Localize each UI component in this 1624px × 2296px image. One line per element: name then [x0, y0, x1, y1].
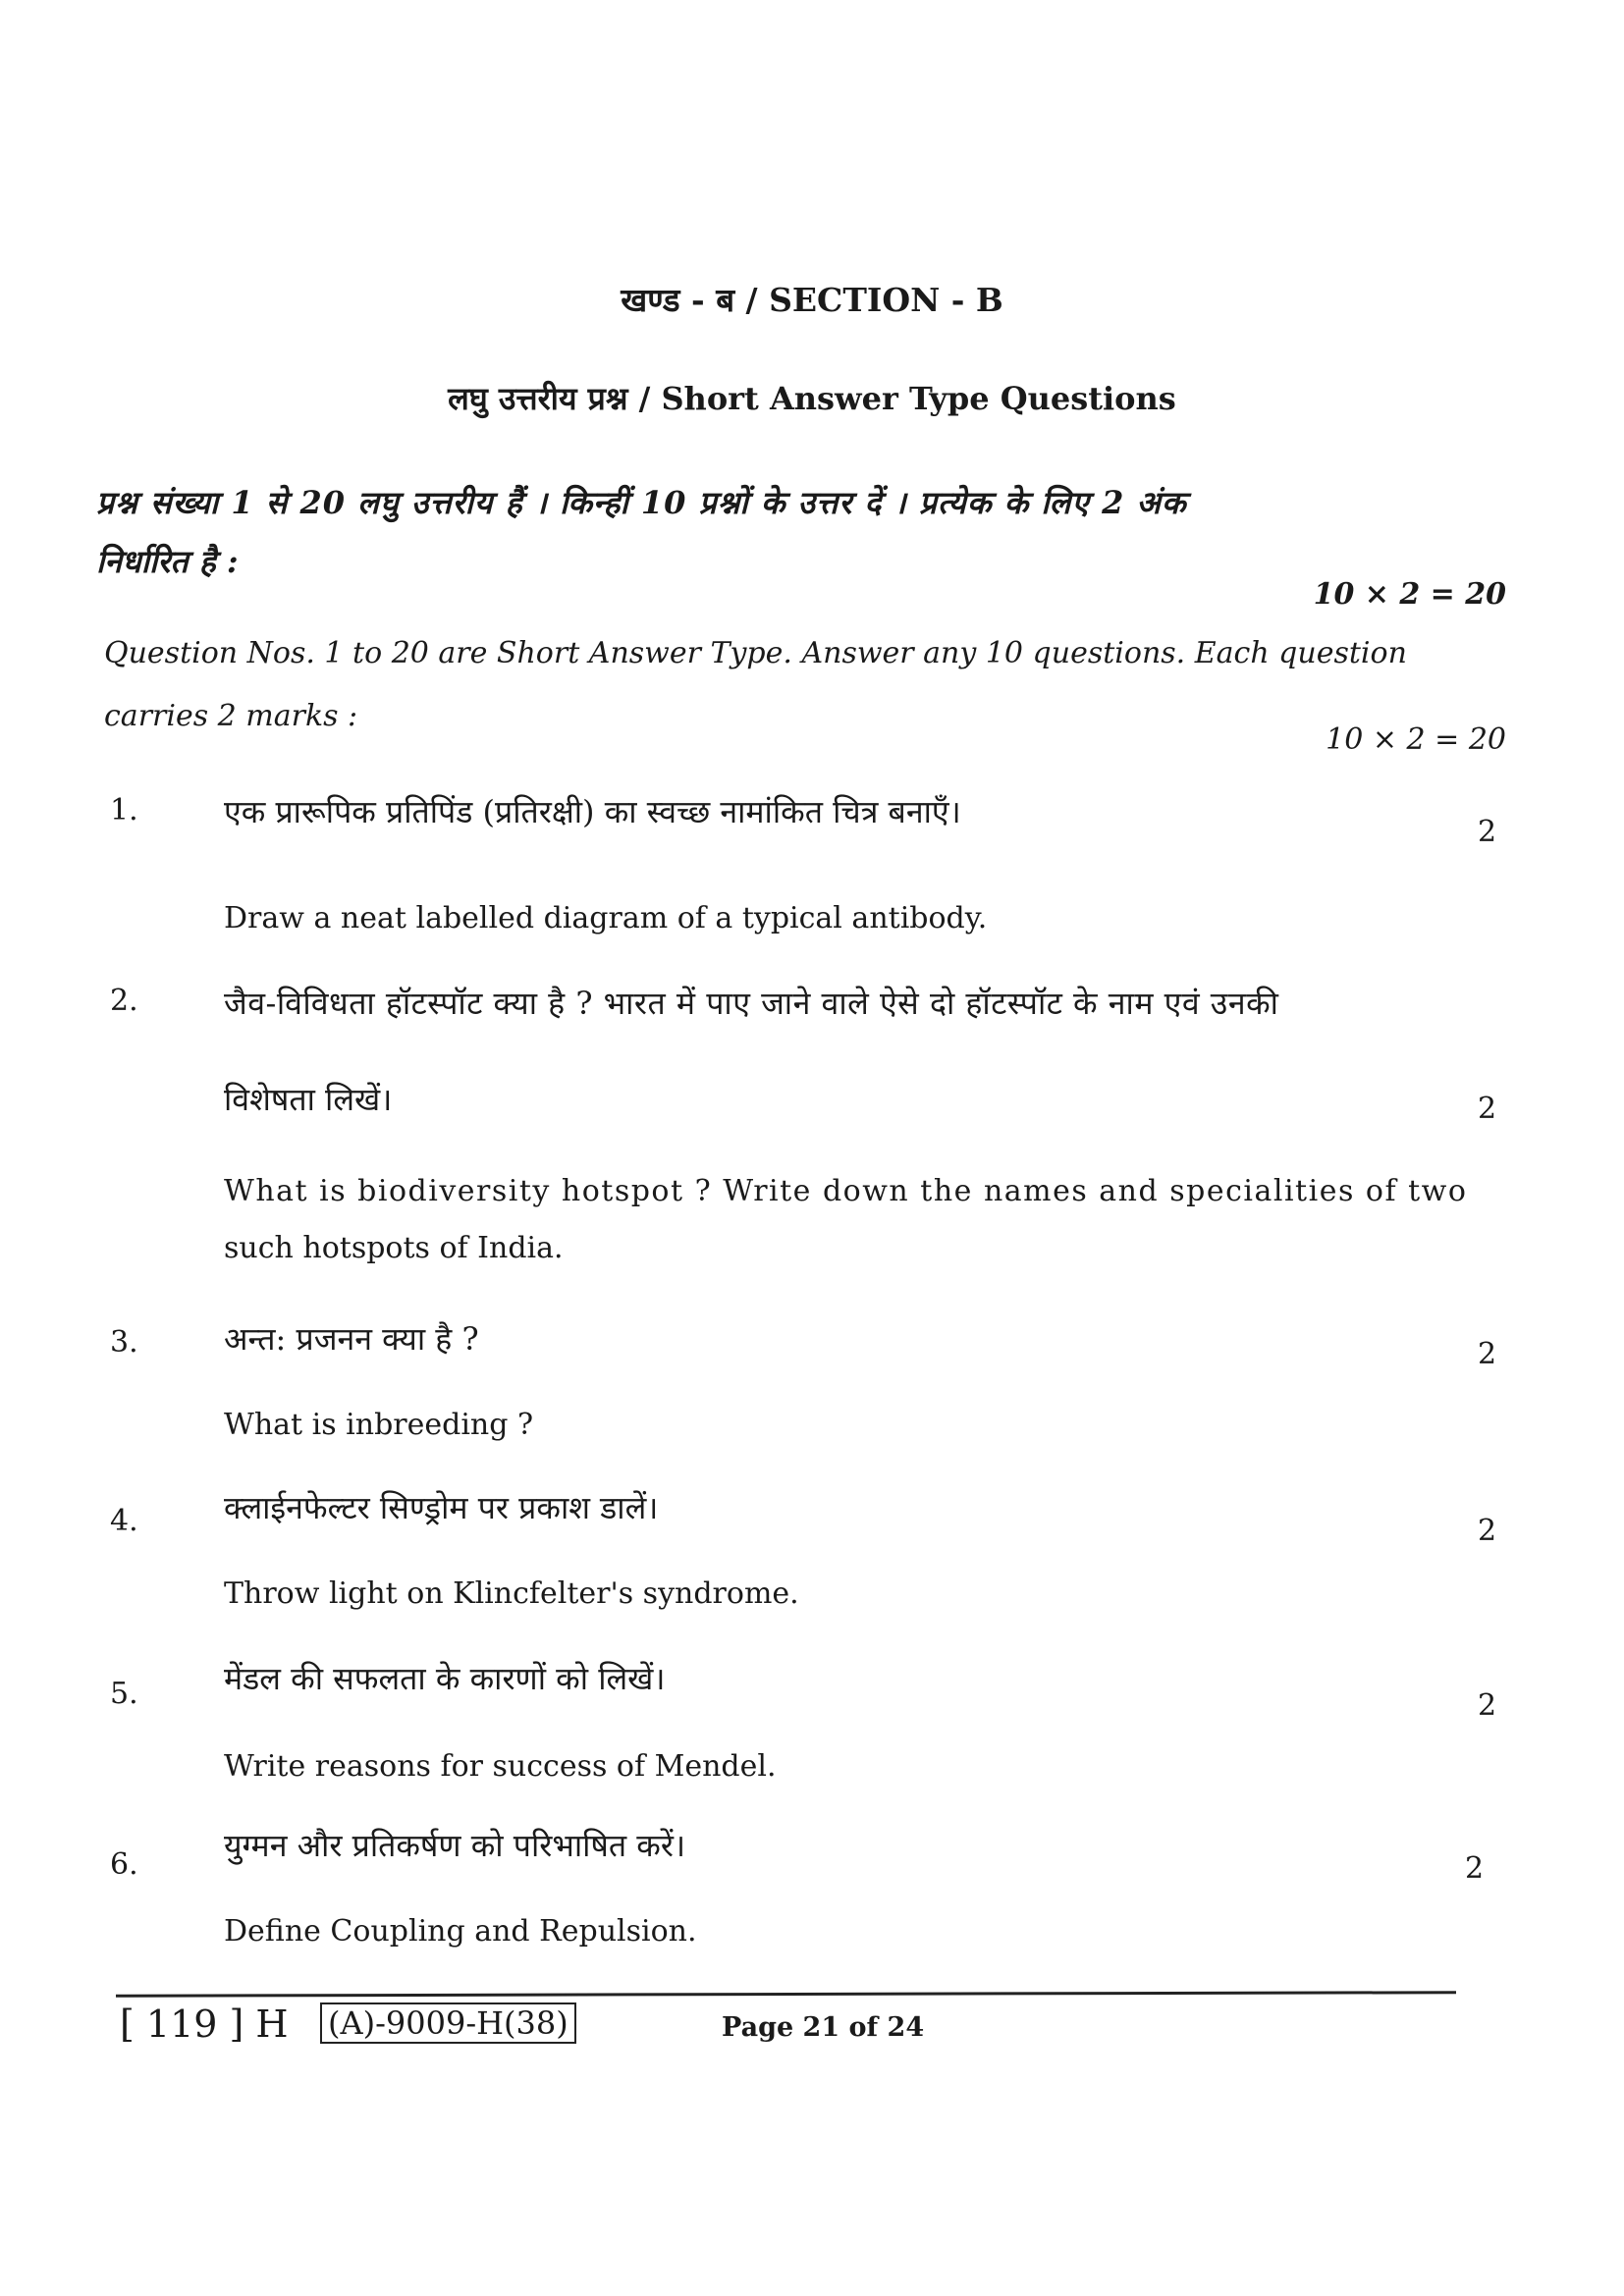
instructions-english-line2: carries 2 marks :: [104, 699, 358, 733]
subtitle: लघु उत्तरीय प्रश्न / Short Answer Type Questions: [448, 380, 1176, 417]
question-hindi: एक प्रारूपिक प्रतिपिंड (प्रतिरक्षी) का स्वच्छ नामांकित चित्र बनाएँ।: [224, 793, 961, 830]
question-english: Write reasons for success of Mendel.: [224, 1749, 777, 1784]
question-hindi: क्लाईनफेल्टर सिण्ड्रोम पर प्रकाश डालें।: [224, 1489, 659, 1526]
question-hindi: मेंडल की सफलता के कारणों को लिखें।: [224, 1660, 666, 1697]
footer-code: [ 119 ] H: [120, 2002, 289, 2046]
section-title: खण्ड - ब / SECTION - B: [621, 281, 1003, 319]
question-number: 3.: [110, 1325, 138, 1360]
question-number: 6.: [110, 1847, 138, 1882]
question-marks: 2: [1478, 1514, 1497, 1548]
question-number: 5.: [110, 1677, 138, 1711]
question-marks: 2: [1478, 1092, 1497, 1126]
question-marks: 2: [1478, 1688, 1497, 1723]
question-english: What is inbreeding ?: [224, 1408, 534, 1442]
question-hindi: विशेषता लिखें।: [224, 1081, 393, 1118]
question-english: Draw a neat labelled diagram of a typical antibody.: [224, 901, 988, 935]
question-english: What is biodiversity hotspot ? Write down the names and specialities of two: [224, 1174, 1468, 1208]
question-hindi: जैव-विविधता हॉटस्पॉट क्या है ? भारत में पाए जाने वाले ऐसे दो हॉटस्पॉट के नाम एवं उनकी: [224, 985, 1279, 1022]
question-marks: 2: [1465, 1851, 1485, 1886]
question-number: 1.: [110, 793, 138, 828]
instructions-hindi-line2: निर्धारित है :: [96, 543, 239, 580]
instructions-english-line1: Question Nos. 1 to 20 are Short Answer Type. Answer any 10 questions. Each question: [104, 636, 1407, 670]
question-marks: 2: [1478, 1337, 1497, 1371]
question-marks: 2: [1478, 815, 1497, 849]
question-english: Throw light on Klincfelter's syndrome.: [224, 1576, 799, 1611]
page-number: Page 21 of 24: [722, 2012, 925, 2043]
instructions-hindi-line1: प्रश्न संख्या 1 से 20 लघु उत्तरीय हैं । किन्हीं 10 प्रश्नों के उत्तर दें । प्रत्येक के लिए 2 अंक: [96, 484, 1187, 521]
question-hindi: युग्मन और प्रतिकर्षण को परिभाषित करें।: [224, 1827, 686, 1864]
marks-scheme-hindi: 10 × 2 = 20: [1313, 577, 1506, 612]
question-number: 2.: [110, 984, 138, 1018]
footer-divider: [116, 1991, 1456, 1998]
marks-scheme-english: 10 × 2 = 20: [1326, 722, 1506, 757]
question-hindi: अन्त: प्रजनन क्या है ?: [224, 1320, 479, 1358]
question-number: 4.: [110, 1504, 138, 1538]
paper-code: (A)-9009-H(38): [320, 2002, 576, 2044]
question-english: such hotspots of India.: [224, 1231, 564, 1265]
question-english: Define Coupling and Repulsion.: [224, 1914, 697, 1949]
